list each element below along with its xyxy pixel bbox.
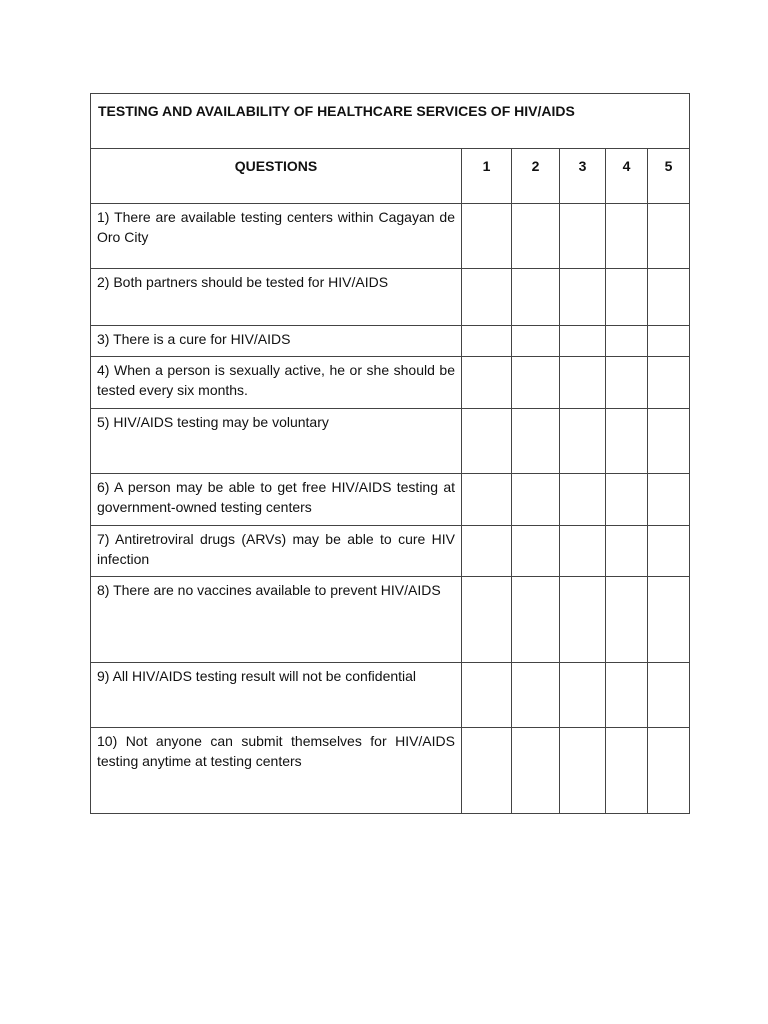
scale-header-4: 4 — [606, 149, 648, 204]
survey-table — [90, 93, 690, 814]
rating-cell-1[interactable] — [462, 357, 512, 409]
rating-cell-3[interactable] — [560, 357, 606, 409]
table-row — [91, 728, 690, 814]
rating-cell-1[interactable] — [462, 269, 512, 326]
rating-cell-1[interactable] — [462, 204, 512, 269]
rating-cell-2[interactable] — [512, 728, 560, 814]
rating-cell-5[interactable] — [648, 326, 690, 357]
rating-cell-5[interactable] — [648, 663, 690, 728]
rating-cell-1[interactable] — [462, 728, 512, 814]
question-text: 4) When a person is sexually active, he or she should be tested every six months. — [91, 357, 462, 409]
rating-cell-3[interactable] — [560, 526, 606, 577]
rating-cell-1[interactable] — [462, 526, 512, 577]
question-text: 7) Antiretroviral drugs (ARVs) may be able to cure HIV infection — [91, 526, 462, 577]
rating-cell-2[interactable] — [512, 204, 560, 269]
question-text: 1) There are available testing centers within Cagayan de Oro City — [91, 204, 462, 269]
rating-cell-2[interactable] — [512, 526, 560, 577]
rating-cell-2[interactable] — [512, 409, 560, 474]
table-row — [91, 269, 690, 326]
rating-cell-1[interactable] — [462, 663, 512, 728]
rating-cell-5[interactable] — [648, 357, 690, 409]
rating-cell-4[interactable] — [606, 409, 648, 474]
question-rows — [91, 204, 690, 814]
question-text: 8) There are no vaccines available to prevent HIV/AIDS — [91, 577, 462, 663]
rating-cell-3[interactable] — [560, 204, 606, 269]
question-text: 2) Both partners should be tested for HIV/AIDS — [91, 269, 462, 326]
question-text: 3) There is a cure for HIV/AIDS — [91, 326, 462, 357]
scale-header-1: 1 — [462, 149, 512, 204]
rating-cell-5[interactable] — [648, 409, 690, 474]
rating-cell-4[interactable] — [606, 357, 648, 409]
rating-cell-2[interactable] — [512, 474, 560, 526]
table-row — [91, 526, 690, 577]
rating-cell-5[interactable] — [648, 728, 690, 814]
title-row — [91, 94, 690, 149]
rating-cell-1[interactable] — [462, 577, 512, 663]
table-row — [91, 409, 690, 474]
question-text: 10) Not anyone can submit themselves for HIV/AIDS testing anytime at testing centers — [91, 728, 462, 814]
rating-cell-4[interactable] — [606, 663, 648, 728]
scale-header-2: 2 — [512, 149, 560, 204]
scale-header-3: 3 — [560, 149, 606, 204]
table-row — [91, 204, 690, 269]
rating-cell-5[interactable] — [648, 204, 690, 269]
rating-cell-5[interactable] — [648, 269, 690, 326]
rating-cell-2[interactable] — [512, 269, 560, 326]
rating-cell-2[interactable] — [512, 577, 560, 663]
rating-cell-4[interactable] — [606, 326, 648, 357]
rating-cell-3[interactable] — [560, 474, 606, 526]
rating-cell-3[interactable] — [560, 269, 606, 326]
rating-cell-2[interactable] — [512, 663, 560, 728]
rating-cell-1[interactable] — [462, 326, 512, 357]
rating-cell-3[interactable] — [560, 663, 606, 728]
rating-cell-5[interactable] — [648, 526, 690, 577]
rating-cell-2[interactable] — [512, 357, 560, 409]
table-row — [91, 357, 690, 409]
table-title: TESTING AND AVAILABILITY OF HEALTHCARE SERVICES OF HIV/AIDS — [91, 94, 690, 149]
rating-cell-1[interactable] — [462, 474, 512, 526]
rating-cell-5[interactable] — [648, 474, 690, 526]
rating-cell-4[interactable] — [606, 577, 648, 663]
rating-cell-3[interactable] — [560, 409, 606, 474]
question-text: 9) All HIV/AIDS testing result will not be confidential — [91, 663, 462, 728]
rating-cell-4[interactable] — [606, 474, 648, 526]
question-text: 5) HIV/AIDS testing may be voluntary — [91, 409, 462, 474]
table-row — [91, 474, 690, 526]
rating-cell-3[interactable] — [560, 577, 606, 663]
rating-cell-4[interactable] — [606, 728, 648, 814]
header-row — [91, 149, 690, 204]
rating-cell-3[interactable] — [560, 326, 606, 357]
rating-cell-4[interactable] — [606, 204, 648, 269]
table-row — [91, 663, 690, 728]
questions-header: QUESTIONS — [91, 149, 462, 204]
rating-cell-2[interactable] — [512, 326, 560, 357]
question-text: 6) A person may be able to get free HIV/AIDS testing at government-owned testing centers — [91, 474, 462, 526]
scale-header-5: 5 — [648, 149, 690, 204]
table-row — [91, 577, 690, 663]
rating-cell-1[interactable] — [462, 409, 512, 474]
table-row — [91, 326, 690, 357]
rating-cell-3[interactable] — [560, 728, 606, 814]
rating-cell-4[interactable] — [606, 526, 648, 577]
rating-cell-5[interactable] — [648, 577, 690, 663]
rating-cell-4[interactable] — [606, 269, 648, 326]
